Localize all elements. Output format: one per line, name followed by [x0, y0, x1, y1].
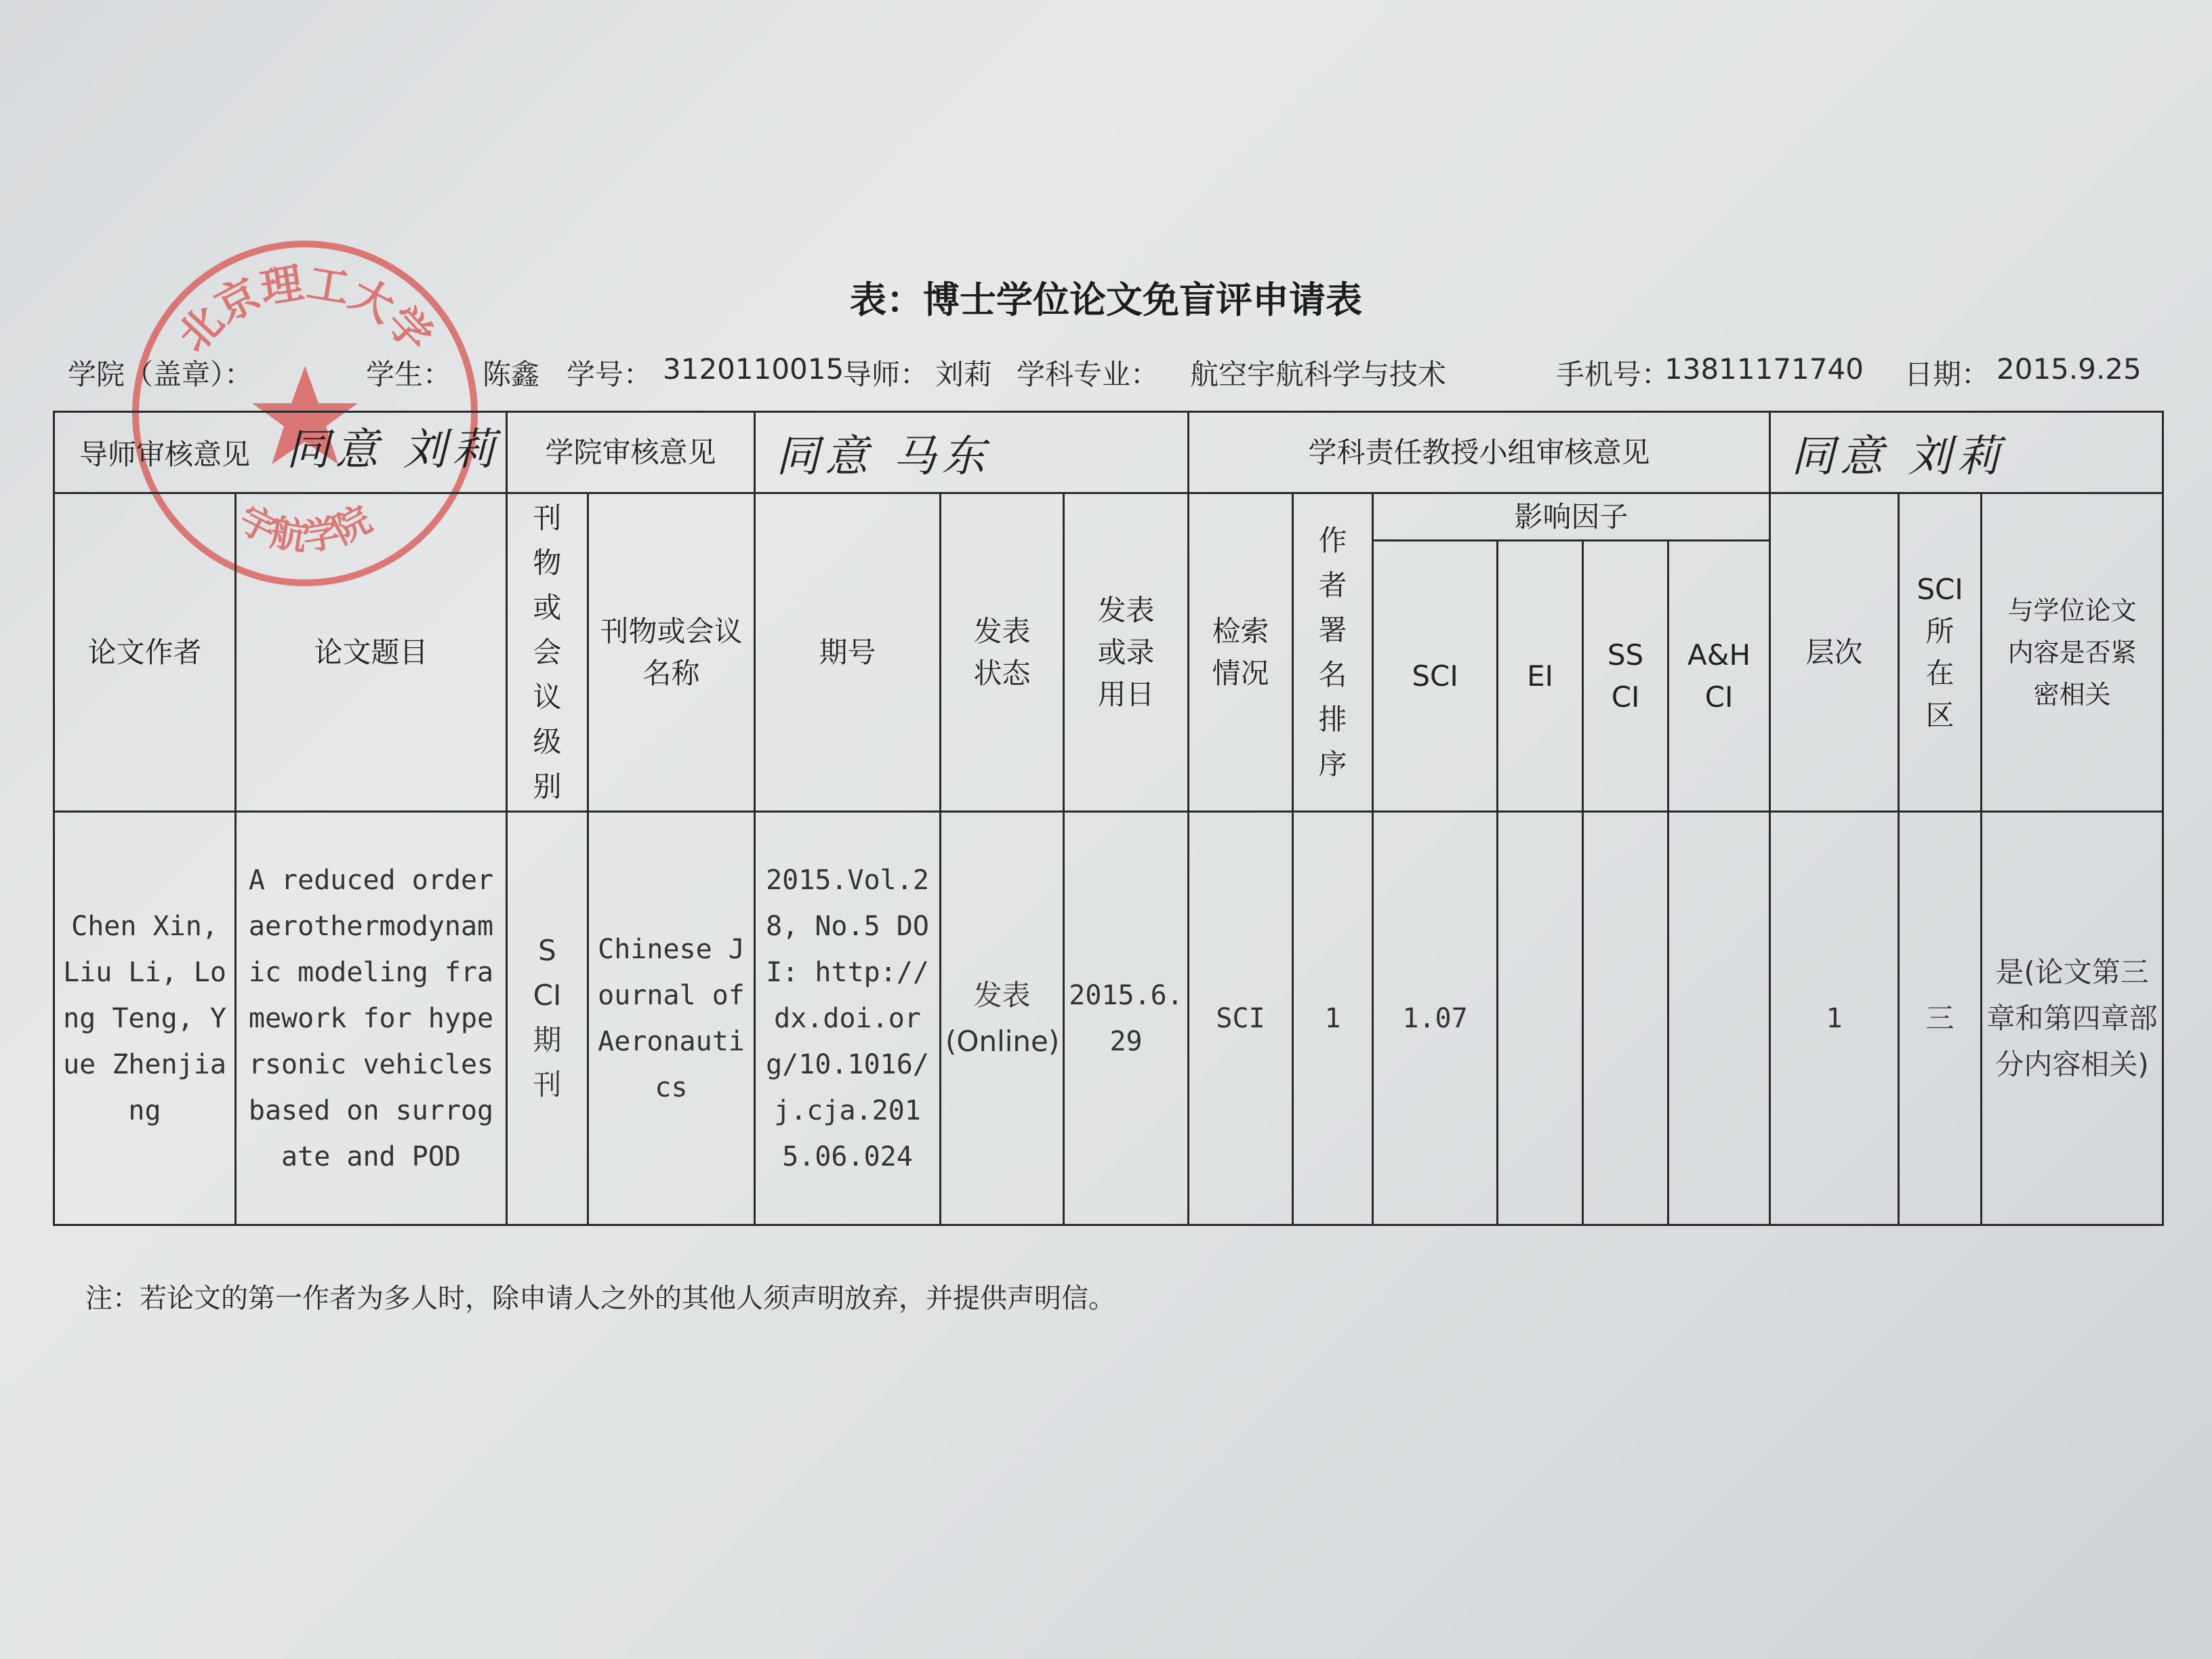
student-name: 陈鑫: [483, 358, 540, 391]
header-ahci: A&HCI: [1687, 638, 1751, 714]
student-id: 3120110015: [663, 352, 844, 386]
phone: 13811171740: [1664, 352, 1864, 386]
row-related: 是(论文第三章和第四章部分内容相关): [1982, 812, 2163, 1225]
row-ahci: [1668, 812, 1770, 1225]
form-title: 表：博士学位论文免盲评申请表: [850, 279, 1362, 321]
seal-text-bottom: 宇航学院: [232, 497, 378, 559]
advisor-signature: 同意 刘莉: [286, 425, 501, 475]
header-ei: EI: [1498, 541, 1583, 812]
advisor-review-label: 导师审核意见: [79, 438, 251, 471]
header-index-cell: [1189, 493, 1293, 812]
header-date: 发表或录用日: [1097, 593, 1155, 711]
header-row-1: [54, 493, 2163, 541]
header-ssci: SSCI: [1607, 638, 1644, 714]
student-label: 学生：: [366, 358, 452, 391]
row-sci: 1.07: [1373, 812, 1498, 1225]
header-status-cell: [941, 493, 1064, 812]
college-stamp-label: 学院（盖章）：: [68, 358, 253, 391]
header-status: 发表状态: [973, 614, 1031, 690]
review-row: [54, 412, 2163, 493]
header-author: 论文作者: [54, 493, 236, 812]
row-rank: 1: [1293, 812, 1373, 1225]
row-index: SCI: [1189, 812, 1293, 1225]
row-tier: 1: [1770, 812, 1899, 1225]
student-id-label: 学号：: [567, 358, 653, 391]
header-impact-factor: 影响因子: [1373, 493, 1770, 541]
header-title: 论文题目: [236, 493, 507, 812]
header-rank: 作者署名排序: [1318, 523, 1347, 781]
header-issue: 期号: [755, 493, 941, 812]
row-ssci: [1583, 812, 1668, 1225]
header-rank-cell: [1293, 493, 1373, 812]
row-zone: 三: [1899, 812, 1982, 1225]
application-table: [53, 411, 2164, 1226]
date: 2015.9.25: [1996, 352, 2142, 386]
college-review-label: 学院审核意见: [507, 412, 755, 493]
header-venue: 刊物或会议名称: [588, 493, 755, 812]
row-title: A reduced order aerothermodynamic modeling framework for hypersonic vehicles based on surrogate and POD: [236, 812, 507, 1225]
row-venue: Chinese Journal of Aeronautics: [588, 812, 755, 1225]
row-level: SCI期刊: [533, 934, 562, 1101]
advisor-review-cell: [54, 412, 507, 493]
seal-text-top: 北京理工大学: [168, 258, 442, 361]
row-issue: 2015.Vol.28, No.5 DOI: http://dx.doi.org/10.1016/j.cja.2015.06.024: [755, 812, 941, 1225]
header-zone-cell: [1899, 493, 1982, 812]
header-date-cell: [1064, 493, 1189, 812]
header-sci: SCI: [1373, 541, 1498, 812]
header-related-cell: [1982, 493, 2163, 812]
row-ei: [1498, 812, 1583, 1225]
header-zone: SCI所在区: [1917, 572, 1963, 732]
row-status: 发表(Online): [941, 812, 1064, 1225]
date-label: 日期：: [1904, 358, 1990, 391]
advisor-name: 刘莉: [935, 358, 993, 391]
header-ahci-cell: [1668, 541, 1770, 812]
header-tier: 层次: [1770, 493, 1899, 812]
major: 航空宇航科学与技术: [1190, 358, 1447, 391]
committee-review-label: 学科责任教授小组审核意见: [1189, 412, 1770, 493]
header-index: 检索情况: [1212, 614, 1269, 690]
table-row: [54, 812, 2163, 1225]
college-signature: 同意 马东: [755, 412, 1189, 493]
footnote: 注：若论文的第一作者为多人时，除申请人之外的其他人须声明放弃，并提供声明信。: [85, 1283, 1115, 1314]
row-author: Chen Xin, Liu Li, Long Teng, Yue Zhenjiang: [54, 812, 236, 1225]
header-ssci-cell: [1583, 541, 1668, 812]
row-level-cell: [507, 812, 588, 1225]
phone-label: 手机号：: [1556, 358, 1671, 391]
row-date: 2015.6.29: [1064, 812, 1189, 1225]
header-related: 与学位论文内容是否紧密相关: [2007, 595, 2137, 710]
header-level: 刊物或会议级别: [533, 501, 562, 803]
major-label: 学科专业：: [1017, 358, 1160, 391]
advisor-label: 导师：: [843, 358, 929, 391]
committee-signature: 同意 刘莉: [1770, 412, 2163, 493]
header-level-cell: [507, 493, 588, 812]
